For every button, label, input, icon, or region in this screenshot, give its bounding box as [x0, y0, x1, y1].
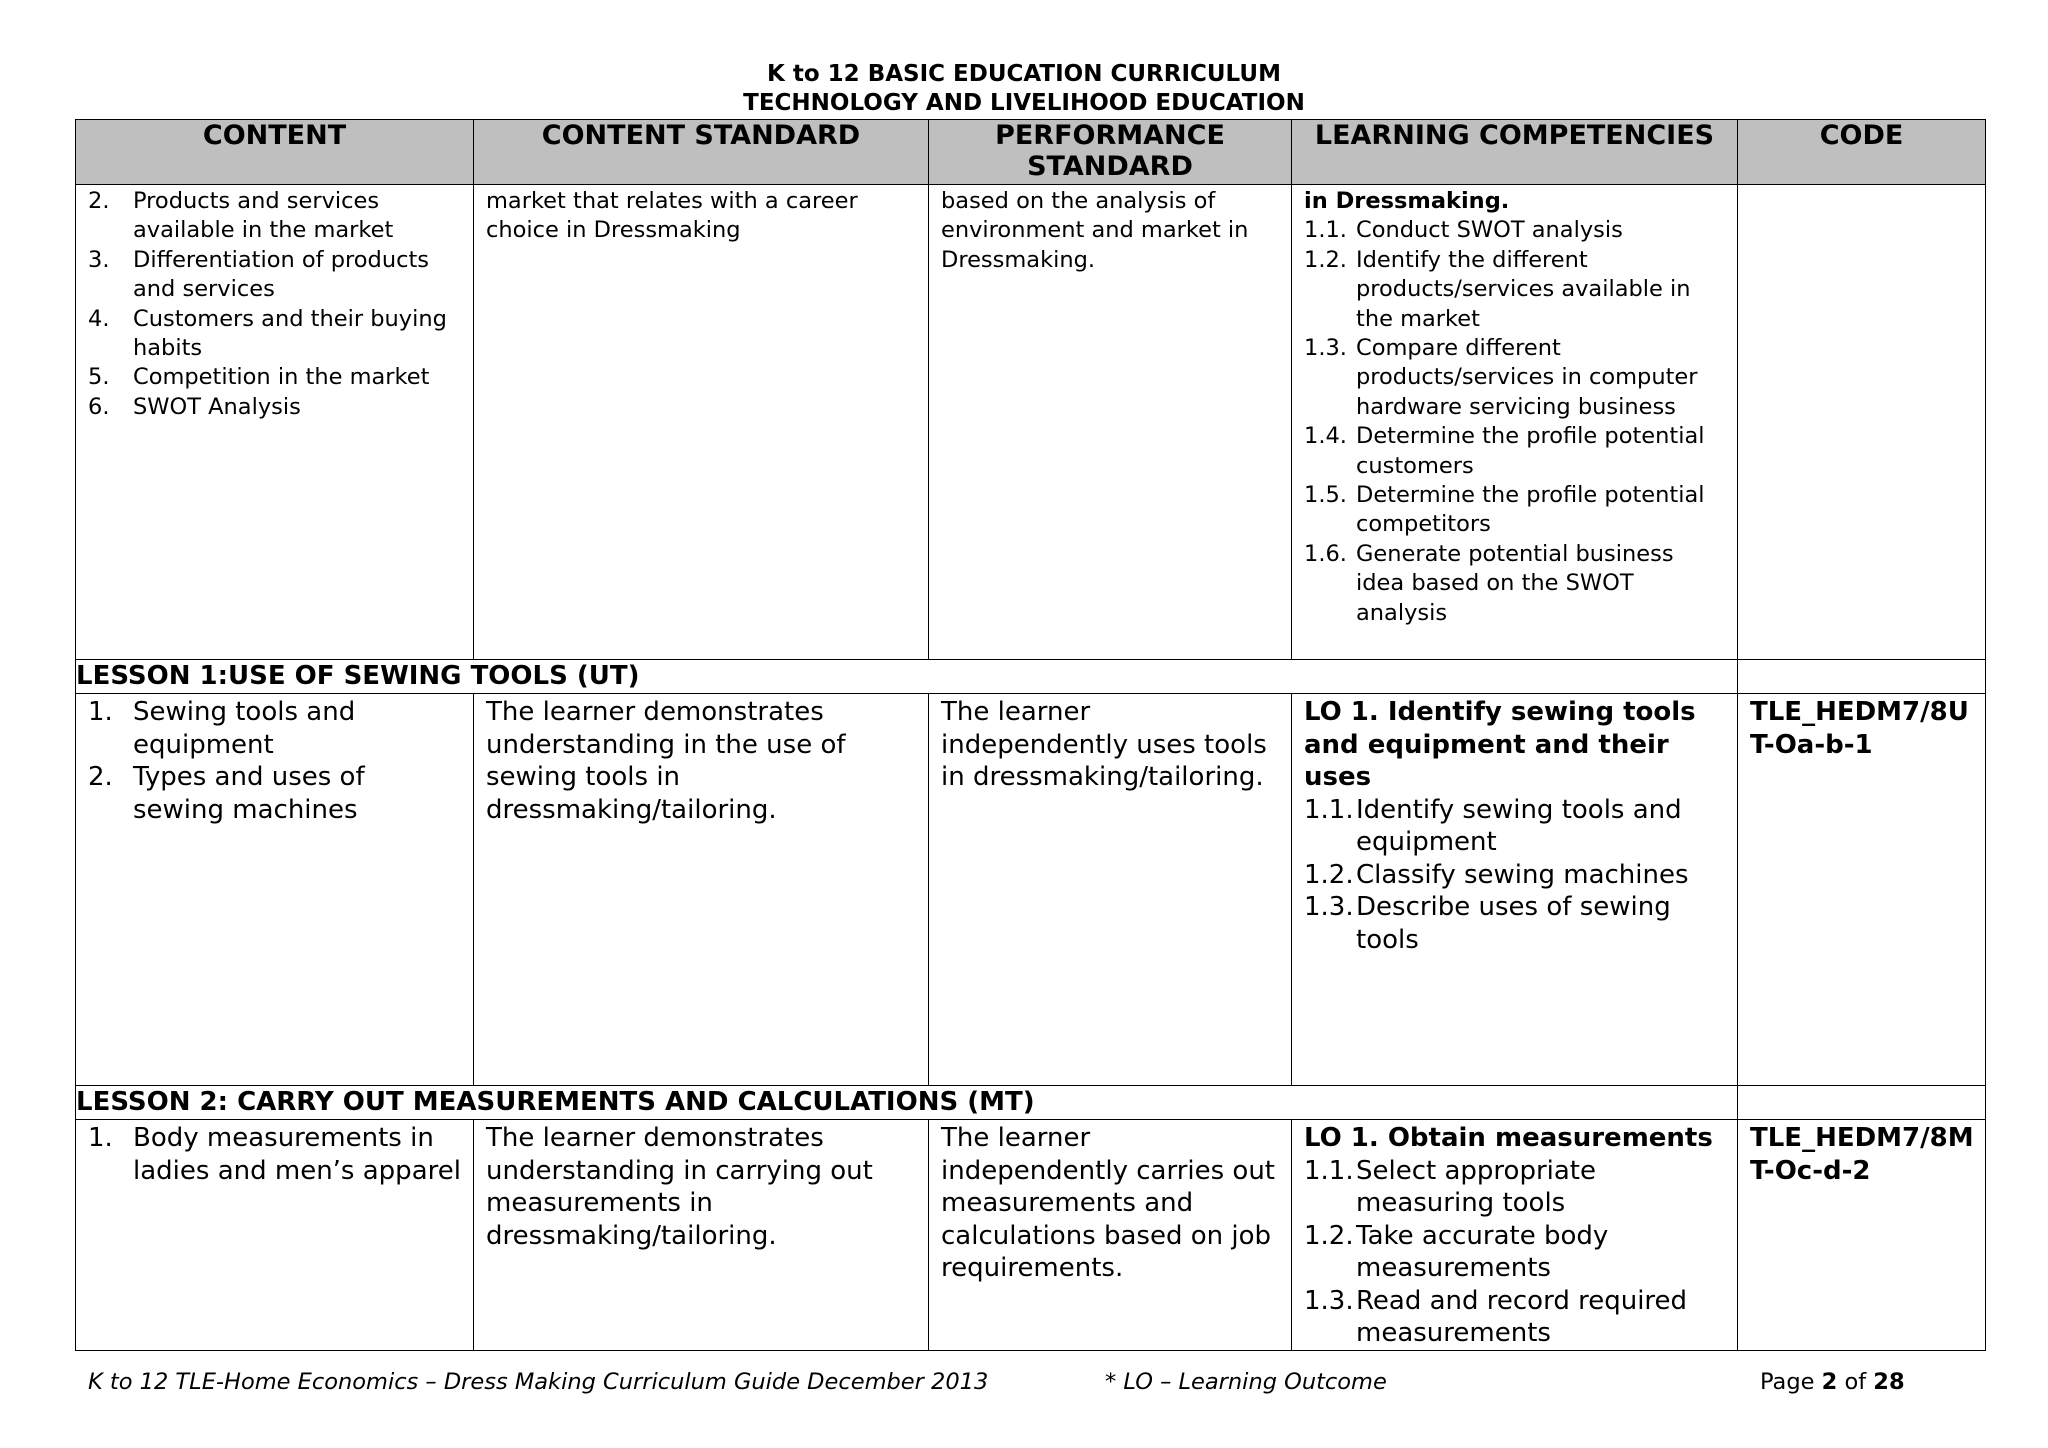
header-content-standard: CONTENT STANDARD	[474, 120, 929, 185]
performance-standard-cell: The learner independently carries out measurements and calculations based on job requirements.	[929, 1120, 1292, 1351]
competency-list	[1304, 216, 1727, 628]
table-row	[76, 185, 1986, 660]
list-item: 1.1. Select appropriate measuring tools	[1304, 1155, 1596, 1218]
content-standard-cell: The learner demonstrates understanding in the use of sewing tools in dressmaking/tailoring.	[474, 694, 929, 1086]
content-standard-cell: market that relates with a career choice in Dressmaking	[474, 185, 929, 660]
content-list	[88, 187, 463, 422]
performance-standard-cell: based on the analysis of environment and market in Dressmaking.	[929, 185, 1292, 660]
header-learning-competencies: LEARNING COMPETENCIES	[1292, 120, 1738, 185]
lesson-header-row	[76, 1086, 1986, 1120]
list-item: 4. Customers and their buying habits	[88, 305, 447, 362]
list-item: 1.3. Compare different products/services in computer hardware servicing business	[1304, 335, 1698, 420]
page-number: Page 2 of 28	[1760, 1369, 1905, 1395]
list-item: 2. Types and uses of sewing machines	[88, 762, 365, 825]
table-row	[76, 694, 1986, 1086]
lesson-title: LESSON 1:USE OF SEWING TOOLS (UT)	[76, 660, 1738, 694]
lesson-code-empty	[1738, 1086, 1986, 1120]
performance-standard-cell: The learner independently uses tools in dressmaking/tailoring.	[929, 694, 1292, 1086]
list-item: 1.2. Take accurate body measurements	[1304, 1220, 1609, 1283]
list-item: 1. Sewing tools and equipment	[88, 697, 356, 760]
lc-heading: in Dressmaking.	[1304, 188, 1510, 214]
list-item: 6. SWOT Analysis	[88, 393, 301, 420]
learning-competencies-cell	[1292, 694, 1738, 1086]
header-content: CONTENT	[76, 120, 474, 185]
learning-competencies-cell	[1292, 1120, 1738, 1351]
code-cell: TLE_HEDM7/8UT-Oa-b-1	[1738, 694, 1986, 1086]
content-cell	[76, 1120, 474, 1351]
content-list	[88, 696, 463, 826]
list-item: 1.4. Determine the profile potential customers	[1304, 423, 1705, 479]
lesson-title: LESSON 2: CARRY OUT MEASUREMENTS AND CALCULATIONS (MT)	[76, 1086, 1738, 1120]
list-item: 5. Competition in the market	[88, 364, 430, 391]
document-subtitle: TECHNOLOGY AND LIVELIHOOD EDUCATION	[743, 90, 1305, 116]
list-item: 1.5. Determine the profile potential competitors	[1304, 482, 1705, 538]
header-code: CODE	[1738, 120, 1986, 185]
learning-competencies-cell	[1292, 185, 1738, 660]
list-item: 2. Products and services available in the market	[88, 188, 394, 244]
list-item: 1.1. Identify sewing tools and equipment	[1304, 794, 1682, 857]
list-item: 1.3. Describe uses of sewing tools	[1304, 892, 1671, 955]
list-item: 1. Body measurements in ladies and men’s apparel	[88, 1123, 461, 1186]
header-performance-line2: STANDARD	[1027, 151, 1193, 182]
list-item: 1.2. Identify the different products/services available in the market	[1304, 246, 1691, 332]
lesson-header-row	[76, 660, 1986, 694]
footer-guide-title: K to 12 TLE-Home Economics – Dress Making Curriculum Guide December 2013	[88, 1369, 989, 1395]
list-item: 1.2. Classify sewing machines	[1304, 859, 1689, 890]
lesson-code-empty	[1738, 660, 1986, 694]
table-row	[76, 1120, 1986, 1351]
content-cell	[76, 185, 474, 660]
code-cell	[1738, 185, 1986, 660]
list-item: 3. Differentiation of products and services	[88, 246, 429, 303]
content-list	[88, 1122, 463, 1187]
competency-list	[1304, 794, 1727, 957]
content-standard-cell: The learner demonstrates understanding in carrying out measurements in dressmaking/tailoring.	[474, 1120, 929, 1351]
list-item: 1.6. Generate potential business idea based on the SWOT analysis	[1304, 540, 1674, 626]
content-cell	[76, 694, 474, 1086]
list-item: 1.1. Conduct SWOT analysis	[1304, 217, 1623, 244]
curriculum-table	[75, 119, 1986, 1351]
table-header-row	[76, 120, 1986, 185]
document-title: K to 12 BASIC EDUCATION CURRICULUM	[767, 61, 1281, 87]
competency-list	[1304, 1155, 1727, 1350]
list-item: 1.3. Read and record required measurements	[1304, 1285, 1688, 1348]
lo-heading: LO 1. Identify sewing tools and equipment and their uses	[1304, 697, 1696, 792]
code-cell: TLE_HEDM7/8MT-Oc-d-2	[1738, 1120, 1986, 1351]
header-performance-standard	[929, 120, 1292, 185]
footer-lo-note: * LO – Learning Outcome	[1105, 1369, 1387, 1395]
header-performance-line1: PERFORMANCE	[995, 120, 1225, 151]
lo-heading: LO 1. Obtain measurements	[1304, 1123, 1713, 1153]
